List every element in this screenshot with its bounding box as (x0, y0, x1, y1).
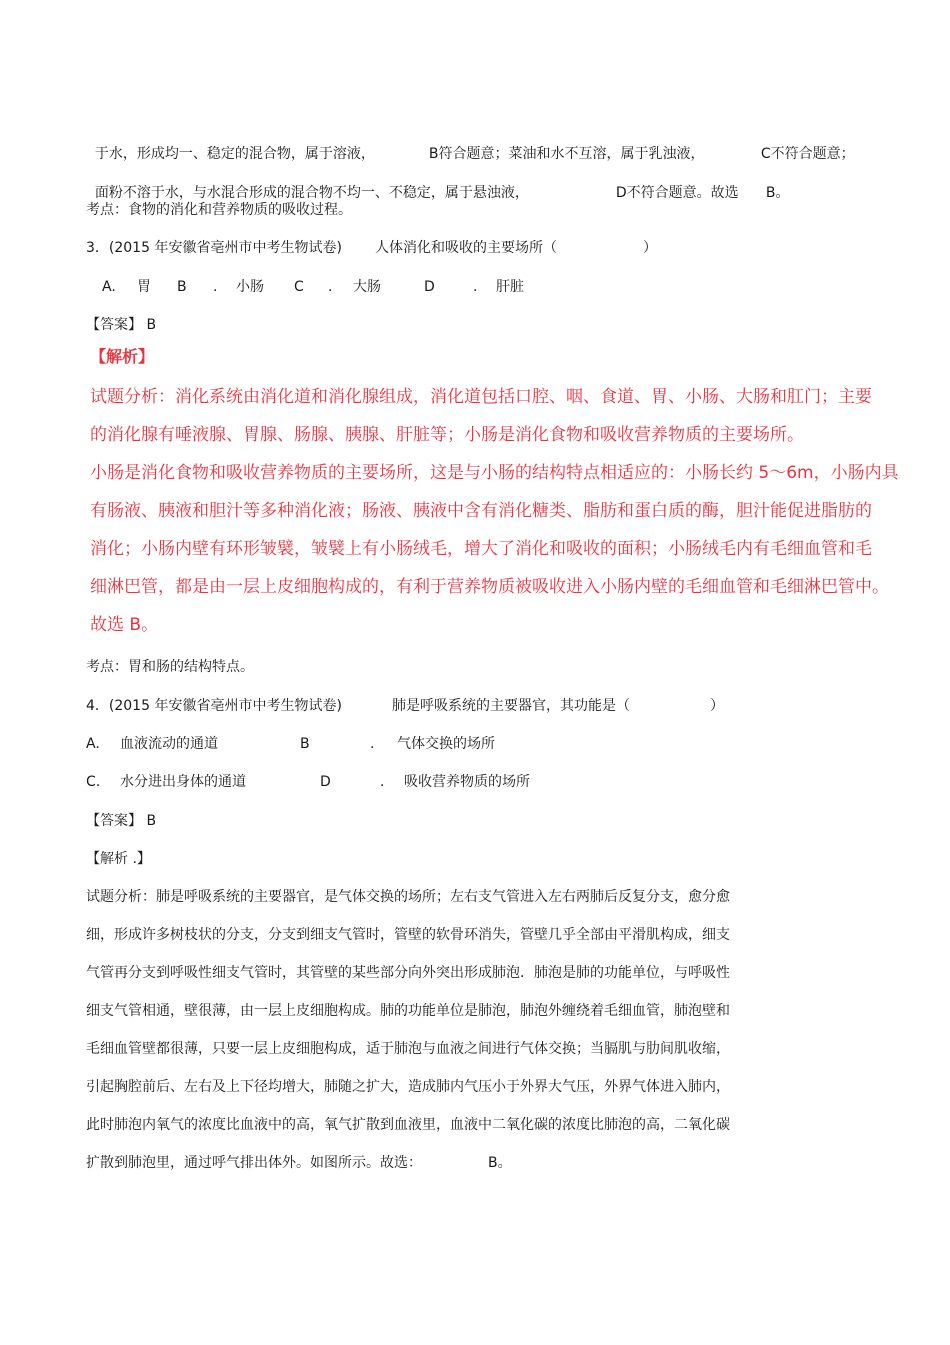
text-line (420, 124, 705, 164)
question-4-stem-b: 肺是呼吸系统的主要器官，其功能是（ (392, 698, 630, 714)
analysis-line: 有肠液、胰液和胆汁等多种消化液；肠液、胰液中含有消化糖类、脂肪和蛋白质的酶，胆汁能促进脂肪的 (90, 501, 872, 521)
analysis-heading: 【解析】 (90, 347, 155, 366)
kaodian-2: 考点：胃和肠的结构特点。 (86, 659, 254, 675)
option-dot: . (328, 279, 333, 295)
question-3-stem-b: 人体消化和吸收的主要场所（ (375, 240, 557, 256)
option-text: 吸收营养物质的场所 (404, 774, 530, 790)
text-line (607, 163, 739, 203)
option-label: B (300, 736, 310, 752)
analysis-line: 毛细血管壁都很薄，只要一层上皮细胞构成，适于肺泡与血液之间进行气体交换；当膈肌与肋间肌收缩， (86, 1041, 730, 1057)
text-segment: D不符合题意。故选 (615, 185, 739, 201)
option-dot: . (370, 736, 375, 752)
analysis-line: 扩散到肺泡里，通过呼气排出体外。如图所示。故选： (86, 1155, 422, 1171)
analysis-line: 试题分析：消化系统由消化道和消化腺组成，消化道包括口腔、咽、食道、胃、小肠、大肠和肛门；主要 (90, 387, 872, 407)
text-line (86, 163, 529, 203)
option-dot: . (213, 279, 218, 295)
answer-label: 【答案】 B (86, 317, 157, 333)
question-3-stem-c: ） (643, 240, 657, 256)
final-answer: B。 (488, 1155, 512, 1171)
text-segment: B符合题意；菜油和水不互溶，属于乳浊液， (428, 146, 705, 162)
analysis-line: 消化；小肠内壁有环形皱襞，皱襞上有小肠绒毛，增大了消化和吸收的面积；小肠绒毛内有毛细血管和毛 (90, 539, 872, 559)
option-text: 水分进出身体的通道 (120, 774, 246, 790)
text-line (757, 163, 790, 203)
analysis-line: 细淋巴管，都是由一层上皮细胞构成的，有利于营养物质被吸收进入小肠内壁的毛细血管和毛细淋巴管中。 (90, 577, 889, 597)
option-text: 胃 (137, 279, 151, 295)
text-segment: 于水，形成均一、稳定的混合物，属于溶液， (94, 146, 375, 162)
option-label: B (177, 279, 187, 295)
analysis-line: 的消化腺有唾液腺、胃腺、肠腺、胰腺、肝脏等；小肠是消化食物和吸收营养物质的主要场所。 (90, 425, 804, 445)
question-4-stem-a: 4．(2015 年安徽省亳州市中考生物试卷) (86, 698, 342, 714)
analysis-line: 细，形成许多树枝状的分支，分支到细支气管时，管壁的软骨环消失，管壁几乎全部由平滑肌构成，细支 (86, 927, 730, 943)
option-label: C. (86, 774, 101, 790)
text-segment: 面粉不溶于水，与水混合形成的混合物不均一、不稳定，属于悬浊液， (94, 185, 529, 201)
option-label: D (424, 279, 435, 295)
question-3-stem-a: 3．(2015 年安徽省亳州市中考生物试卷) (86, 240, 342, 256)
analysis-line: 细支气管相通，壁很薄，由一层上皮细胞构成。肺的功能单位是肺泡，肺泡外缠绕着毛细血管，肺泡壁和 (86, 1003, 730, 1019)
option-label: C (294, 279, 304, 295)
option-label: D (320, 774, 331, 790)
option-label: A. (102, 279, 116, 295)
analysis-line: 引起胸腔前后、左右及上下径均增大，肺随之扩大，造成肺内气压小于外界大气压，外界气体进入肺内， (86, 1079, 730, 1095)
text-segment: C不符合题意； (760, 146, 855, 162)
kaodian-1: 考点：食物的消化和营养物质的吸收过程。 (86, 202, 352, 218)
question-4-stem-c: ） (710, 698, 724, 714)
answer-label: 【答案】 B (86, 813, 157, 829)
option-dot: . (473, 279, 478, 295)
text-line (86, 124, 375, 164)
text-segment: B。 (765, 185, 790, 201)
text-line (752, 124, 855, 164)
analysis-line: 故选 B。 (90, 615, 159, 635)
option-label: A. (86, 736, 100, 752)
analysis-line: 试题分析：肺是呼吸系统的主要器官，是气体交换的场所；左右支气管进入左右两肺后反复分支，愈分愈 (86, 889, 730, 905)
analysis-line: 小肠是消化食物和吸收营养物质的主要场所，这是与小肠的结构特点相适应的：小肠长约 5～6m，小肠内具 (90, 463, 899, 483)
analysis-line: 气管再分支到呼吸性细支气管时，其管壁的某些部分向外突出形成肺泡．肺泡是肺的功能单位，与呼吸性 (86, 965, 730, 981)
option-dot: . (380, 774, 385, 790)
option-text: 肝脏 (496, 279, 524, 295)
option-text: 气体交换的场所 (397, 736, 495, 752)
analysis-heading: 【解析 .】 (86, 851, 151, 867)
analysis-line: 此时肺泡内氧气的浓度比血液中的高，氧气扩散到血液里，血液中二氧化碳的浓度比肺泡的高，二氧化碳 (86, 1117, 730, 1133)
option-text: 小肠 (236, 279, 264, 295)
option-text: 大肠 (353, 279, 381, 295)
option-text: 血液流动的通道 (120, 736, 218, 752)
